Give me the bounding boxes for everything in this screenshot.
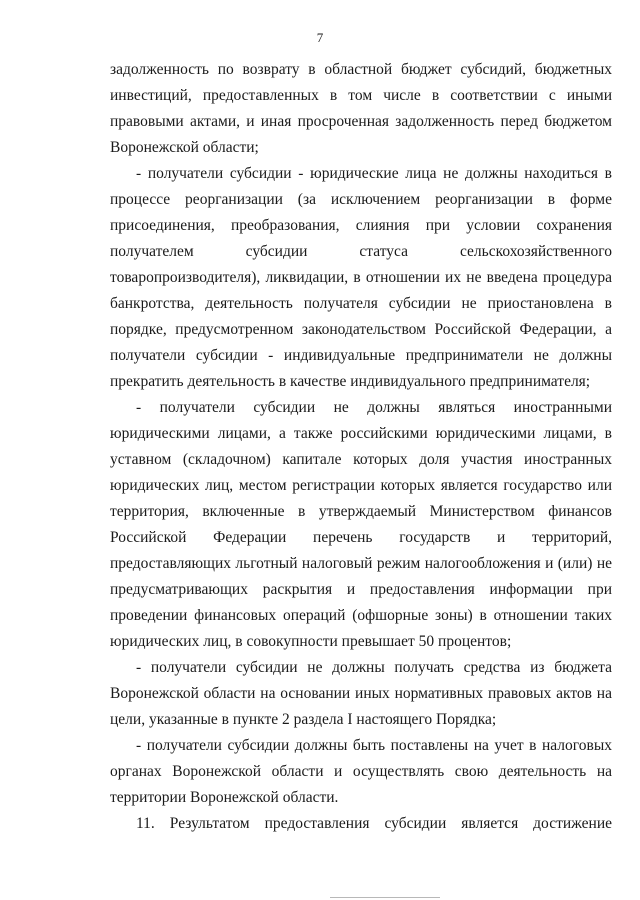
paragraph-reorganization: - получатели субсидии - юридические лица не должны находиться в процессе реорганизации (за исключением реорганизации в форме присоединения, преобразования, слияния при условии сохранения получателем субсидии статуса сельскохозяйственного товаропроизводителя), ликвидации, в отношении их не введена процедура банкротства, деятельность получателя субсидии не приостановлена в порядке, предусмотренном законодательством Российской Федерации, а получатели субсидии - индивидуальные предприниматели не должны прекратить деятельность в качестве индивидуального предпринимателя; [110, 165, 612, 390]
scan-edge-line [330, 897, 440, 898]
paragraph-debt-continuation: задолженность по возврату в областной бюджет субсидий, бюджетных инвестиций, предоставленных в том числе в соответствии с иными правовыми актами, и иная просроченная задолженность перед бюджетом Воронежской области; [110, 61, 612, 156]
paragraph-foreign-entities: - получатели субсидии не должны являться иностранными юридическими лицами, а также российскими юридическими лицами, в уставном (складочном) капитале которых доля участия иностранных юридических лиц, местом регистрации которых является государство или территория, включенные в утверждаемый Министерством финансов Российской Федерации перечень государств и территорий, предоставляющих льготный налоговый режим налогообложения и (или) не предусматривающих раскрытия и предоставления информации при проведении финансовых операций (офшорные зоны) в отношении таких юридических лиц, в совокупности превышает 50 процентов; [110, 399, 612, 650]
paragraph-result-clause: 11. Результатом предоставления субсидии является достижение [136, 815, 612, 832]
page-number: 7 [316, 30, 324, 45]
document-body [110, 57, 612, 837]
paragraph-other-funding: - получатели субсидии не должны получать средства из бюджета Воронежской области на основании иных нормативных правовых актов на цели, указанные в пункте 2 раздела I настоящего Порядка; [110, 659, 612, 728]
paragraph-tax-registration: - получатели субсидии должны быть поставлены на учет в налоговых органах Воронежской области и осуществлять свою деятельность на территории Воронежской области. [110, 737, 612, 806]
